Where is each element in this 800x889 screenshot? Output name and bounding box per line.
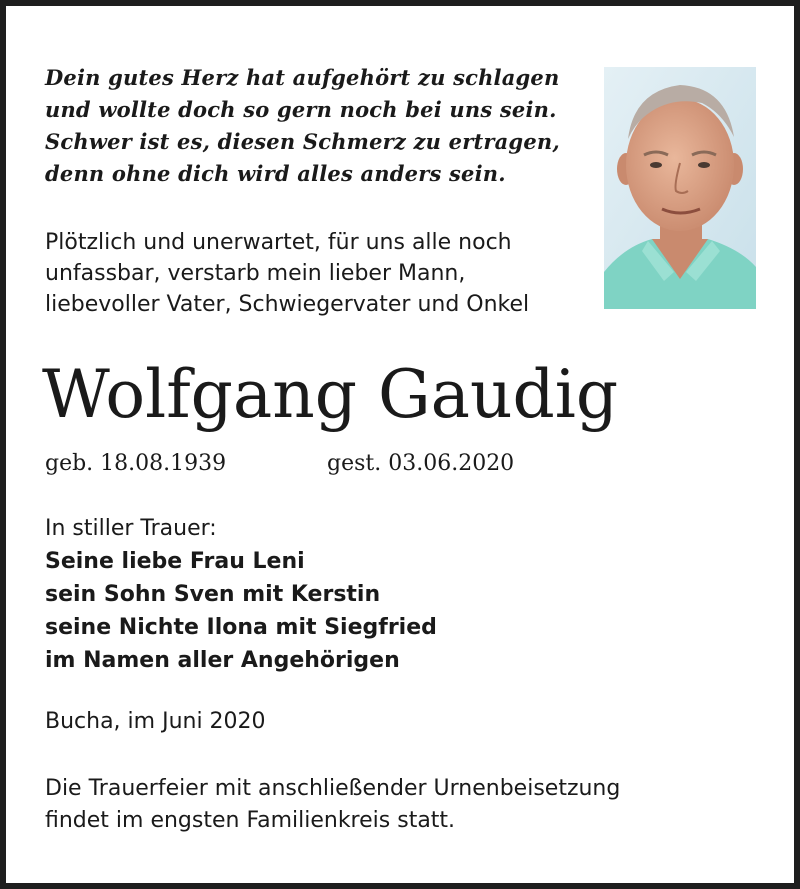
announcement-line: unfassbar, verstarb mein lieber Mann, — [45, 261, 466, 286]
place-and-date: Bucha, im Juni 2020 — [45, 709, 266, 734]
poem-line: denn ohne dich wird alles anders sein. — [45, 161, 506, 186]
announcement-line: liebevoller Vater, Schwiegervater und Onkel — [45, 292, 530, 317]
funeral-notice — [45, 773, 620, 837]
mourners-heading: In stiller Trauer: — [45, 516, 217, 541]
deceased-name: Wolfgang Gaudig — [42, 356, 619, 433]
death-announcement — [45, 227, 529, 320]
notice-line: findet im engsten Familienkreis statt. — [45, 808, 456, 833]
poem-line: Dein gutes Herz hat aufgehört zu schlagen — [45, 65, 560, 90]
poem-line: und wollte doch so gern noch bei uns sein. — [45, 97, 557, 122]
death-date: gest. 03.06.2020 — [327, 451, 515, 476]
mourners-list — [45, 512, 437, 677]
mourner-line: seine Nichte Ilona mit Siegfried — [45, 615, 437, 640]
memorial-poem — [45, 62, 605, 190]
notice-line: Die Trauerfeier mit anschließender Urnenbeisetzung — [45, 776, 621, 801]
portrait-illustration — [604, 67, 756, 309]
mourner-line: Seine liebe Frau Leni — [45, 549, 305, 574]
announcement-line: Plötzlich und unerwartet, für uns alle noch — [45, 230, 512, 255]
life-dates — [45, 448, 515, 480]
portrait-photo — [604, 67, 756, 309]
birth-date: geb. 18.08.1939 — [45, 451, 227, 476]
poem-line: Schwer ist es, diesen Schmerz zu ertragen, — [45, 129, 560, 154]
mourner-line: sein Sohn Sven mit Kerstin — [45, 582, 381, 607]
mourner-line: im Namen aller Angehörigen — [45, 648, 400, 673]
